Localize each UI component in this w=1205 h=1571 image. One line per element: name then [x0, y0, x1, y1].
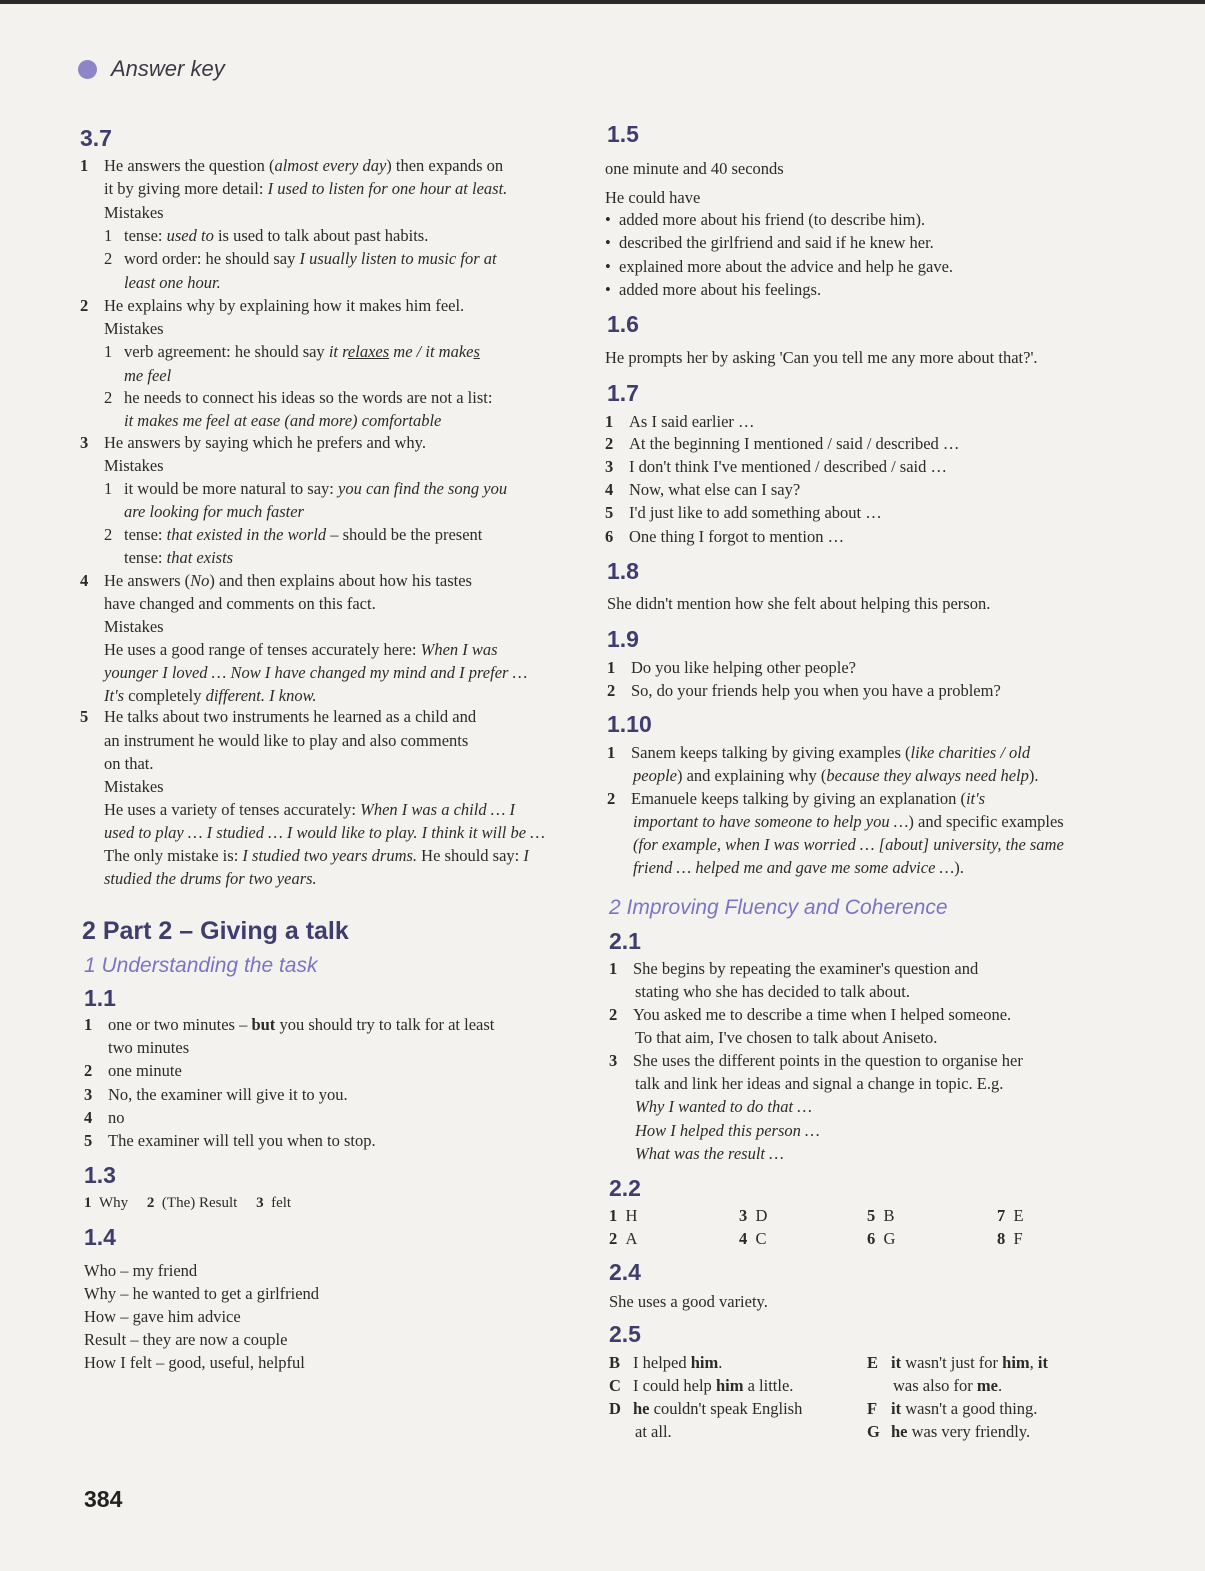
mistake-line: 2 word order: he should say I usually listen to music for at	[104, 249, 497, 268]
answer-line: G he was very friendly.	[867, 1422, 1031, 1441]
mistake-line: tense: that exists	[124, 548, 234, 567]
answer-line: He uses a good range of tenses accurately here: When I was	[104, 640, 498, 659]
answer-line: To that aim, I've chosen to talk about Aniseto.	[635, 1028, 938, 1047]
answer-line: friend … helped me and gave me some advice …).	[633, 858, 964, 877]
match-pair: 3 D	[739, 1206, 768, 1225]
answer-line: at all.	[635, 1422, 672, 1441]
answer-line: Who – my friend	[84, 1261, 198, 1280]
answer-line: studied the drums for two years.	[104, 869, 317, 888]
answer-line: stating who she has decided to talk about.	[635, 982, 910, 1001]
page-header	[78, 56, 225, 82]
mistake-line: 1 verb agreement: he should say it relaxes me / it makes	[104, 342, 480, 361]
answer-line: The only mistake is: I studied two years drums. He should say: I	[104, 846, 529, 865]
answer-line: 1 Sanem keeps talking by giving examples (like charities / old	[607, 743, 1031, 762]
answer-line: 4 He answers (No) and then explains about how his tastes	[80, 571, 472, 590]
mistakes-label: Mistakes	[104, 456, 164, 475]
mistake-line: it makes me feel at ease (and more) comfortable	[124, 411, 442, 430]
answer-line: 4 Now, what else can I say?	[605, 480, 801, 499]
bullet-line: • added more about his feelings.	[605, 280, 822, 299]
answer-line: She didn't mention how she felt about helping this person.	[607, 594, 991, 613]
section-heading-1-3: 1.3	[84, 1162, 116, 1188]
answer-line: F it wasn't a good thing.	[867, 1399, 1038, 1418]
answer-line: Why – he wanted to get a girlfriend	[84, 1284, 320, 1303]
answer-line: one minute and 40 seconds	[605, 159, 784, 178]
mistakes-label: Mistakes	[104, 777, 164, 796]
mistake-line: 1 it would be more natural to say: you can find the song you	[104, 479, 508, 498]
answer-line: It's completely different. I know.	[104, 686, 317, 705]
answer-line: 1 He answers the question (almost every day) then expands on	[80, 156, 504, 175]
answer-line: D he couldn't speak English	[609, 1399, 803, 1418]
section-heading-2-1: 2.1	[609, 928, 641, 954]
answer-line: How I helped this person …	[635, 1121, 820, 1140]
bullet-line: • described the girlfriend and said if he knew her.	[605, 233, 934, 252]
match-pair: 2 A	[609, 1229, 638, 1248]
section-heading-2-4: 2.4	[609, 1259, 641, 1285]
answer-line: How – gave him advice	[84, 1307, 241, 1326]
mistake-line: are looking for much faster	[124, 502, 304, 521]
answer-line: He uses a variety of tenses accurately: When I was a child … I	[104, 800, 516, 819]
answer-line: He prompts her by asking 'Can you tell me any more about that?'.	[605, 348, 1038, 367]
section-heading-1-4: 1.4	[84, 1224, 116, 1250]
answer-line: 3 I don't think I've mentioned / described / said …	[605, 457, 948, 476]
subsection-heading: 1 Understanding the task	[84, 954, 318, 977]
answer-line: was also for me.	[893, 1376, 1003, 1395]
section-heading-2-5: 2.5	[609, 1321, 641, 1347]
answer-line: talk and link her ideas and signal a change in topic. E.g.	[635, 1074, 1004, 1093]
answer-line: He could have	[605, 188, 701, 207]
match-pair: 7 E	[997, 1206, 1024, 1225]
mistake-line: least one hour.	[124, 273, 221, 292]
answer-line: What was the result …	[635, 1144, 784, 1163]
answer-line: on that.	[104, 754, 154, 773]
section-heading-1-5: 1.5	[607, 121, 639, 147]
answer-line: How I felt – good, useful, helpful	[84, 1353, 305, 1372]
match-pair: 6 G	[867, 1229, 896, 1248]
answer-line: people) and explaining why (because they always need help).	[633, 766, 1039, 785]
answer-line: 5 He talks about two instruments he learned as a child and	[80, 707, 477, 726]
page-number: 384	[84, 1486, 123, 1512]
answer-line: She uses a good variety.	[609, 1292, 768, 1311]
answer-line: 2 You asked me to describe a time when I helped someone.	[609, 1005, 1012, 1024]
section-heading-1-1: 1.1	[84, 985, 116, 1011]
answer-line: 1 Do you like helping other people?	[607, 658, 856, 677]
section-heading-1-8: 1.8	[607, 558, 639, 584]
match-pair: 8 F	[997, 1229, 1023, 1248]
answer-line: 4 no	[84, 1108, 125, 1127]
answer-line: Result – they are now a couple	[84, 1330, 288, 1349]
answer-line: 3 She uses the different points in the question to organise her	[609, 1051, 1023, 1070]
mistake-line: 1 tense: used to is used to talk about past habits.	[104, 226, 429, 245]
answer-line: important to have someone to help you …) and specific examples	[633, 812, 1064, 831]
answer-line: 3 No, the examiner will give it to you.	[84, 1085, 348, 1104]
answer-line: 2 Emanuele keeps talking by giving an explanation (it's	[607, 789, 986, 808]
part-heading: 2 Part 2 – Giving a talk	[82, 917, 349, 945]
answer-line: 6 One thing I forgot to mention …	[605, 527, 845, 546]
mistakes-label: Mistakes	[104, 319, 164, 338]
match-pair: 4 C	[739, 1229, 767, 1248]
section-heading-1-9: 1.9	[607, 626, 639, 652]
section-heading-3-7: 3.7	[80, 125, 112, 151]
match-pair: 5 B	[867, 1206, 895, 1225]
answer-line: used to play … I studied … I would like to play. I think it will be …	[104, 823, 545, 842]
answer-line: 2 So, do your friends help you when you have a problem?	[607, 681, 1001, 700]
bullet-dot-icon	[78, 60, 97, 79]
answer-line: have changed and comments on this fact.	[104, 594, 376, 613]
answer-line: 1 Why 2 (The) Result 3 felt	[84, 1195, 292, 1211]
mistakes-label: Mistakes	[104, 203, 164, 222]
section-heading-1-10: 1.10	[607, 711, 652, 737]
answer-line: E it wasn't just for him, it	[867, 1353, 1048, 1372]
section-heading-2-2: 2.2	[609, 1175, 641, 1201]
answer-line: C I could help him a little.	[609, 1376, 794, 1395]
mistake-line: 2 tense: that existed in the world – should be the present	[104, 525, 483, 544]
answer-line: 1 As I said earlier …	[605, 412, 755, 431]
answer-line: 1 one or two minutes – but you should try to talk for at least	[84, 1015, 495, 1034]
answer-line: 2 At the beginning I mentioned / said / described …	[605, 434, 960, 453]
bullet-line: • explained more about the advice and help he gave.	[605, 257, 954, 276]
answer-line: 1 She begins by repeating the examiner's question and	[609, 959, 979, 978]
answer-line: 5 I'd just like to add something about …	[605, 503, 882, 522]
answer-line: B I helped him.	[609, 1353, 723, 1372]
answer-line: 2 one minute	[84, 1061, 182, 1080]
header-title: Answer key	[111, 56, 225, 81]
answer-line: Why I wanted to do that …	[635, 1097, 812, 1116]
bullet-line: • added more about his friend (to describe him).	[605, 210, 926, 229]
answer-line: younger I loved … Now I have changed my mind and I prefer …	[104, 663, 528, 682]
answer-line: (for example, when I was worried … [about] university, the same	[633, 835, 1064, 854]
section-heading-1-6: 1.6	[607, 311, 639, 337]
answer-line: two minutes	[108, 1038, 190, 1057]
subsection-heading: 2 Improving Fluency and Coherence	[609, 896, 948, 919]
match-pair: 1 H	[609, 1206, 638, 1225]
answer-line: an instrument he would like to play and also comments	[104, 731, 469, 750]
mistake-line: 2 he needs to connect his ideas so the words are not a list:	[104, 388, 493, 407]
answer-line: it by giving more detail: I used to listen for one hour at least.	[104, 179, 508, 198]
mistake-line: me feel	[124, 366, 172, 385]
answer-line: 5 The examiner will tell you when to stop.	[84, 1131, 376, 1150]
mistakes-label: Mistakes	[104, 617, 164, 636]
section-heading-1-7: 1.7	[607, 380, 639, 406]
answer-line: 3 He answers by saying which he prefers and why.	[80, 433, 426, 452]
answer-line: 2 He explains why by explaining how it makes him feel.	[80, 296, 465, 315]
top-border	[0, 0, 1205, 4]
